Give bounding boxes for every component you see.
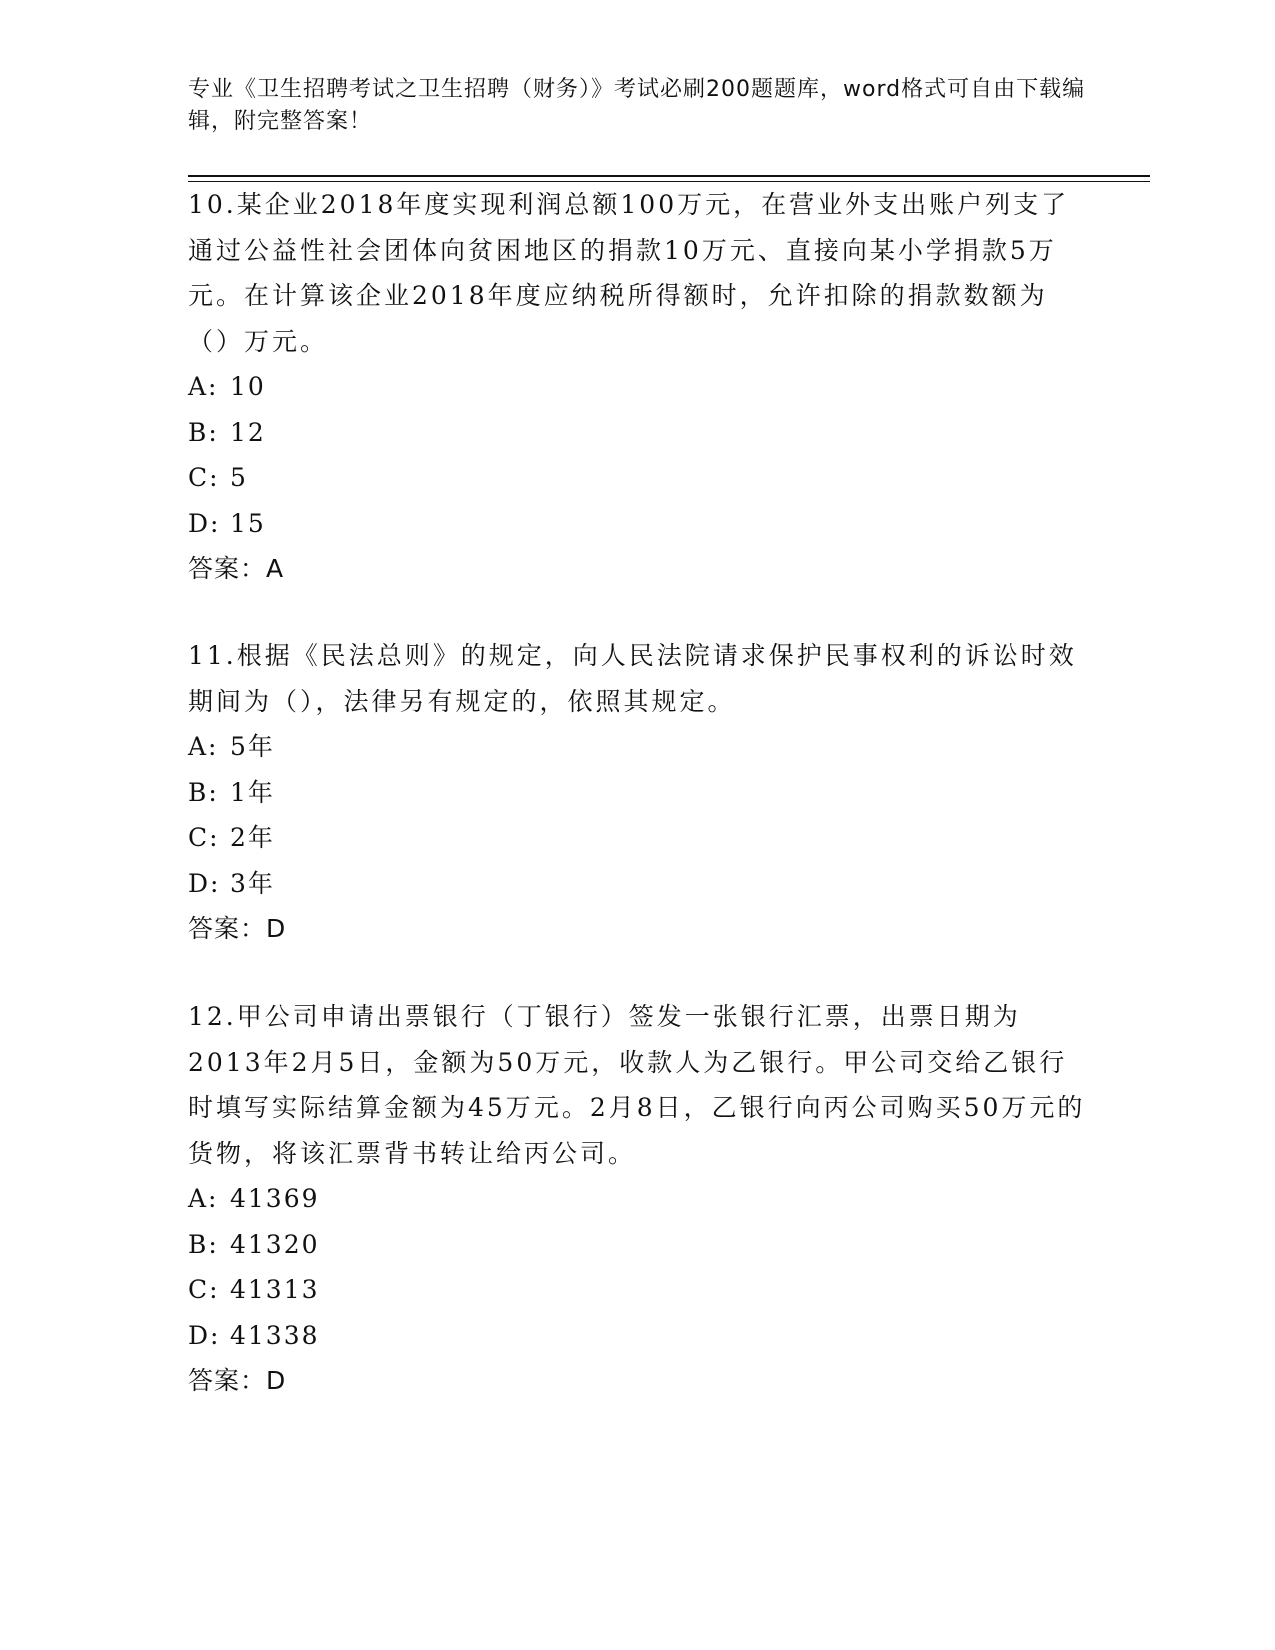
option-value: 2年 [230,823,275,852]
option-value: 10 [230,372,266,401]
option-b [188,770,1088,816]
option-b [188,1222,1088,1268]
option-c [188,455,1088,501]
option-value: 5 [230,463,248,492]
option-value: 41320 [230,1229,320,1259]
answer-line: 答案：A [188,554,285,583]
option-value: 12 [230,417,266,447]
option-letter: B: [188,1229,219,1259]
option-letter: D: [188,868,221,898]
option-letter: C: [188,1275,220,1304]
question-text: 12.甲公司申请出票银行（丁银行）签发一张银行汇票，出票日期为2013年2月5日，金额为50万元，收款人为乙银行。甲公司交给乙银行时填写实际结算金额为45万元。2月8日，乙银行向丙公司购买50万元的货物，将该汇票背书转让给丙公司。 [188,1002,1086,1168]
option-value: 5年 [230,732,275,761]
option-letter: B: [188,417,219,447]
option-value: 3年 [230,868,275,898]
option-a [188,1176,1088,1222]
header-divider [188,175,1150,177]
option-letter: A: [188,732,219,761]
option-value: 1年 [230,777,275,807]
option-letter: A: [188,1184,219,1213]
question-text: 10.某企业2018年度实现利润总额100万元，在营业外支出账户列支了通过公益性社会团体向贫困地区的捐款10万元、直接向某小学捐款5万元。在计算该企业2018年度应纳税所得额时，允许扣除的捐款数额为（）万元。 [188,190,1070,356]
answer-line: 答案：D [188,1366,287,1395]
option-letter: B: [188,777,219,807]
question-text: 11.根据《民法总则》的规定，向人民法院请求保护民事权利的诉讼时效期间为（），法律另有规定的，依照其规定。 [188,641,1077,716]
option-b [188,410,1088,456]
question-11 [188,633,1088,952]
option-value: 41313 [230,1275,320,1304]
option-letter: D: [188,508,221,538]
question-12 [188,994,1088,1404]
question-10 [188,182,1088,592]
option-c [188,1267,1088,1313]
option-d [188,501,1088,547]
option-letter: C: [188,823,220,852]
option-a [188,364,1088,410]
option-d [188,861,1088,907]
option-letter: A: [188,372,219,401]
option-d [188,1313,1088,1359]
option-a [188,724,1088,770]
option-letter: D: [188,1320,221,1350]
option-c [188,815,1088,861]
answer-line: 答案：D [188,914,287,943]
option-letter: C: [188,463,220,492]
option-value: 15 [230,508,266,538]
option-value: 41338 [230,1320,320,1350]
document-header: 专业《卫生招聘考试之卫生招聘（财务）》考试必刷200题题库，word格式可自由下载编辑，附完整答案！ [188,77,1086,134]
option-value: 41369 [230,1184,320,1213]
